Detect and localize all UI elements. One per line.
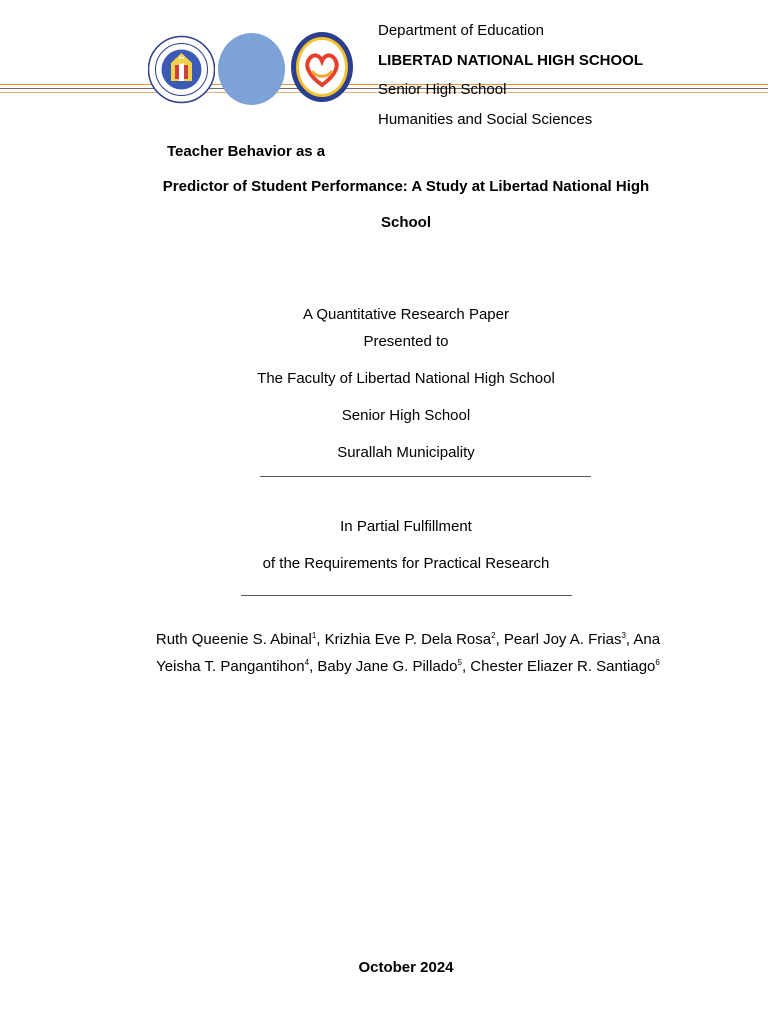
author-name: Ruth Queenie S. Abinal	[155, 631, 312, 648]
header-strand: Humanities and Social Sciences	[378, 111, 593, 128]
date: October 2024	[358, 959, 454, 976]
title-line-1: Teacher Behavior as a	[167, 143, 326, 160]
placeholder-logo-circle	[218, 33, 285, 105]
author-number: 2	[491, 631, 496, 640]
author-number: 5	[457, 658, 462, 667]
author-number: 6	[655, 658, 660, 667]
author-number: 3	[621, 631, 626, 640]
header-level: Senior High School	[378, 81, 507, 98]
author-number: 4	[304, 658, 310, 667]
author-name: Chester Eliazer R. Santiago	[470, 658, 656, 675]
author-list: Ruth Queenie S. Abinal$^1$, Krizhia Eve P. Dela Rosa$^2$, Pearl Joy A. Frias$^3$, Ana Yeisha T. Pangantihon$^4$, Baby Jane G. Pillado$^5$, Chester Eliazer R. Santiago$^6$	[155, 631, 661, 675]
humss-seal-icon	[290, 31, 354, 103]
author-name: Krizhia Eve P. Dela Rosa	[324, 631, 492, 648]
header-school-name: LIBERTAD NATIONAL HIGH SCHOOL	[378, 52, 643, 69]
divider-1	[260, 476, 591, 477]
school-level: Senior High School	[341, 407, 471, 424]
header-department: Department of Education	[378, 22, 544, 39]
presented-to: Presented to	[363, 333, 449, 350]
paper-type: A Quantitative Research Paper	[303, 306, 509, 323]
title-line-3: School	[380, 214, 431, 231]
author-number: 1	[311, 631, 317, 640]
author-name: Pearl Joy A. Frias	[503, 631, 622, 648]
divider-2	[241, 595, 572, 596]
author-name: Ana Yeisha T. Pangantihon	[156, 631, 661, 675]
fulfillment-line-2: of the Requirements for Practical Research	[262, 555, 550, 572]
author-name: Baby Jane G. Pillado	[317, 658, 458, 675]
deped-seal-icon	[148, 35, 215, 104]
faculty-name: The Faculty of Libertad National High School	[257, 370, 555, 387]
title-line-2: Predictor of Student Performance: A Study at Libertad National High	[162, 178, 650, 195]
fulfillment-line-1: In Partial Fulfillment	[340, 518, 472, 535]
municipality: Surallah Municipality	[337, 444, 475, 461]
